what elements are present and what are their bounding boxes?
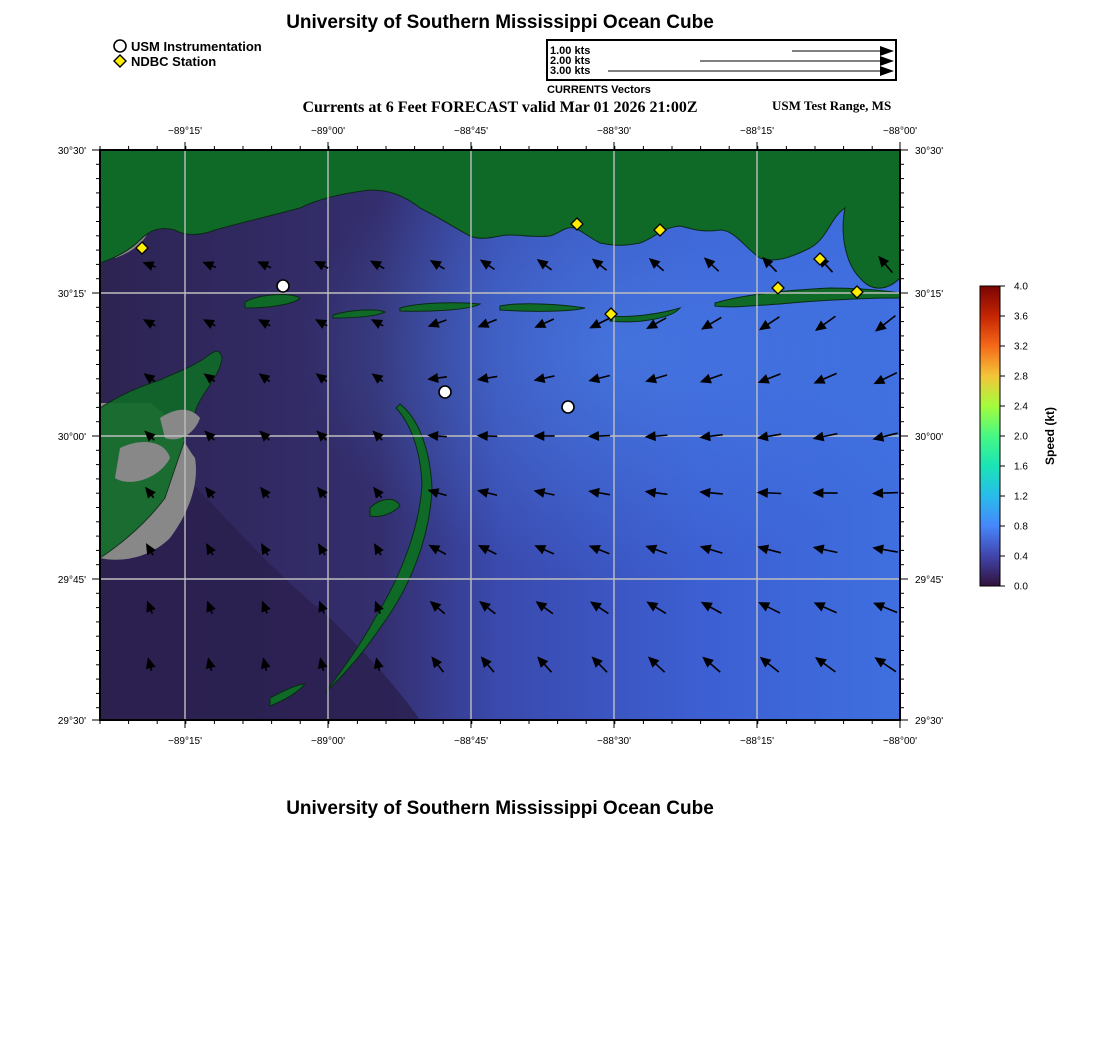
usm-station-1 [277, 280, 289, 292]
lat-label-left-2: 30°15' [57, 289, 86, 300]
lat-label-left-1: 30°30' [57, 146, 86, 157]
lon-label-top-6: −88°00' [883, 126, 917, 137]
lat-label-left-5: 29°30' [57, 716, 86, 727]
colorbar-tick-label: 0.8 [1014, 521, 1028, 533]
lat-label-right-4: 29°45' [915, 575, 944, 586]
usm-station-3 [562, 401, 574, 413]
lat-label-right-3: 30°00' [915, 432, 944, 443]
colorbar-tick-label: 1.2 [1014, 491, 1028, 503]
lat-label-right-2: 30°15' [915, 289, 944, 300]
lon-label-bottom-5: −88°15' [740, 736, 774, 747]
vector-key-arrow-2 [700, 56, 894, 66]
usm-circle-icon [112, 38, 128, 54]
range-label: USM Test Range, MS [772, 98, 892, 113]
ndbc-diamond-icon [112, 53, 128, 69]
lon-labels-top [168, 126, 917, 137]
lon-label-top-3: −88°45' [454, 126, 488, 137]
footer-title: University of Southern Mississippi Ocean Cube [286, 798, 714, 819]
vector-key-label-2: 2.00 kts [550, 55, 591, 67]
lat-labels-right [915, 146, 943, 727]
colorbar-tick-label: 4.0 [1014, 281, 1028, 293]
lat-label-left-3: 30°00' [57, 432, 86, 443]
lon-label-top-4: −88°30' [597, 126, 631, 137]
speed-colorbar [970, 280, 1065, 596]
usm-station-2 [439, 386, 451, 398]
colorbar-tick-label: 2.4 [1014, 401, 1028, 413]
colorbar-tick-label: 2.0 [1014, 431, 1028, 443]
vector-key-label-3: 3.00 kts [550, 65, 591, 77]
vector-key-arrows [548, 41, 895, 79]
vector-key-arrow-3 [608, 66, 894, 76]
lon-label-bottom-4: −88°30' [597, 736, 631, 747]
map-subtitle: Currents at 6 Feet FORECAST valid Mar 01 2026 21:00Z [302, 99, 698, 116]
lon-label-top-2: −89°00' [311, 126, 345, 137]
ndbc-legend-label: NDBC Station [131, 53, 217, 69]
colorbar-tick-label: 0.4 [1014, 551, 1028, 563]
ndbc-legend-item [112, 53, 216, 69]
colorbar-tick-label: 0.0 [1014, 581, 1028, 593]
vector-key-label-1: 1.00 kts [550, 45, 591, 57]
lon-label-bottom-3: −88°45' [454, 736, 488, 747]
map-body [100, 150, 900, 720]
lon-label-bottom-6: −88°00' [883, 736, 917, 747]
colorbar-tick-label: 3.2 [1014, 341, 1028, 353]
lat-label-left-4: 29°45' [57, 575, 86, 586]
lat-labels-left [58, 146, 86, 727]
colorbar-ramp [980, 286, 1000, 586]
lon-label-bottom-2: −89°00' [311, 736, 345, 747]
colorbar-tick-label: 3.6 [1014, 311, 1028, 323]
vector-key-box [546, 39, 897, 81]
page-title: University of Southern Mississippi Ocean Cube [286, 12, 714, 33]
vector-key-arrow-1 [792, 46, 894, 56]
lon-label-top-5: −88°15' [740, 126, 774, 137]
currents-map [0, 118, 944, 753]
usm-legend-label: USM Instrumentation [131, 38, 262, 54]
colorbar-tick-label: 2.8 [1014, 371, 1028, 383]
lon-label-bottom-1: −89°15' [168, 736, 202, 747]
colorbar-tick-label: 1.6 [1014, 461, 1028, 473]
lat-label-right-5: 29°30' [915, 716, 944, 727]
usm-legend-item [112, 38, 262, 54]
colorbar-ticks [1000, 282, 1028, 593]
vector-key-caption: CURRENTS Vectors [547, 84, 651, 96]
colorbar-label: Speed (kt) [1043, 406, 1057, 466]
lon-labels-bottom [168, 736, 917, 747]
lat-label-right-1: 30°30' [915, 146, 944, 157]
lon-label-top-1: −89°15' [168, 126, 202, 137]
